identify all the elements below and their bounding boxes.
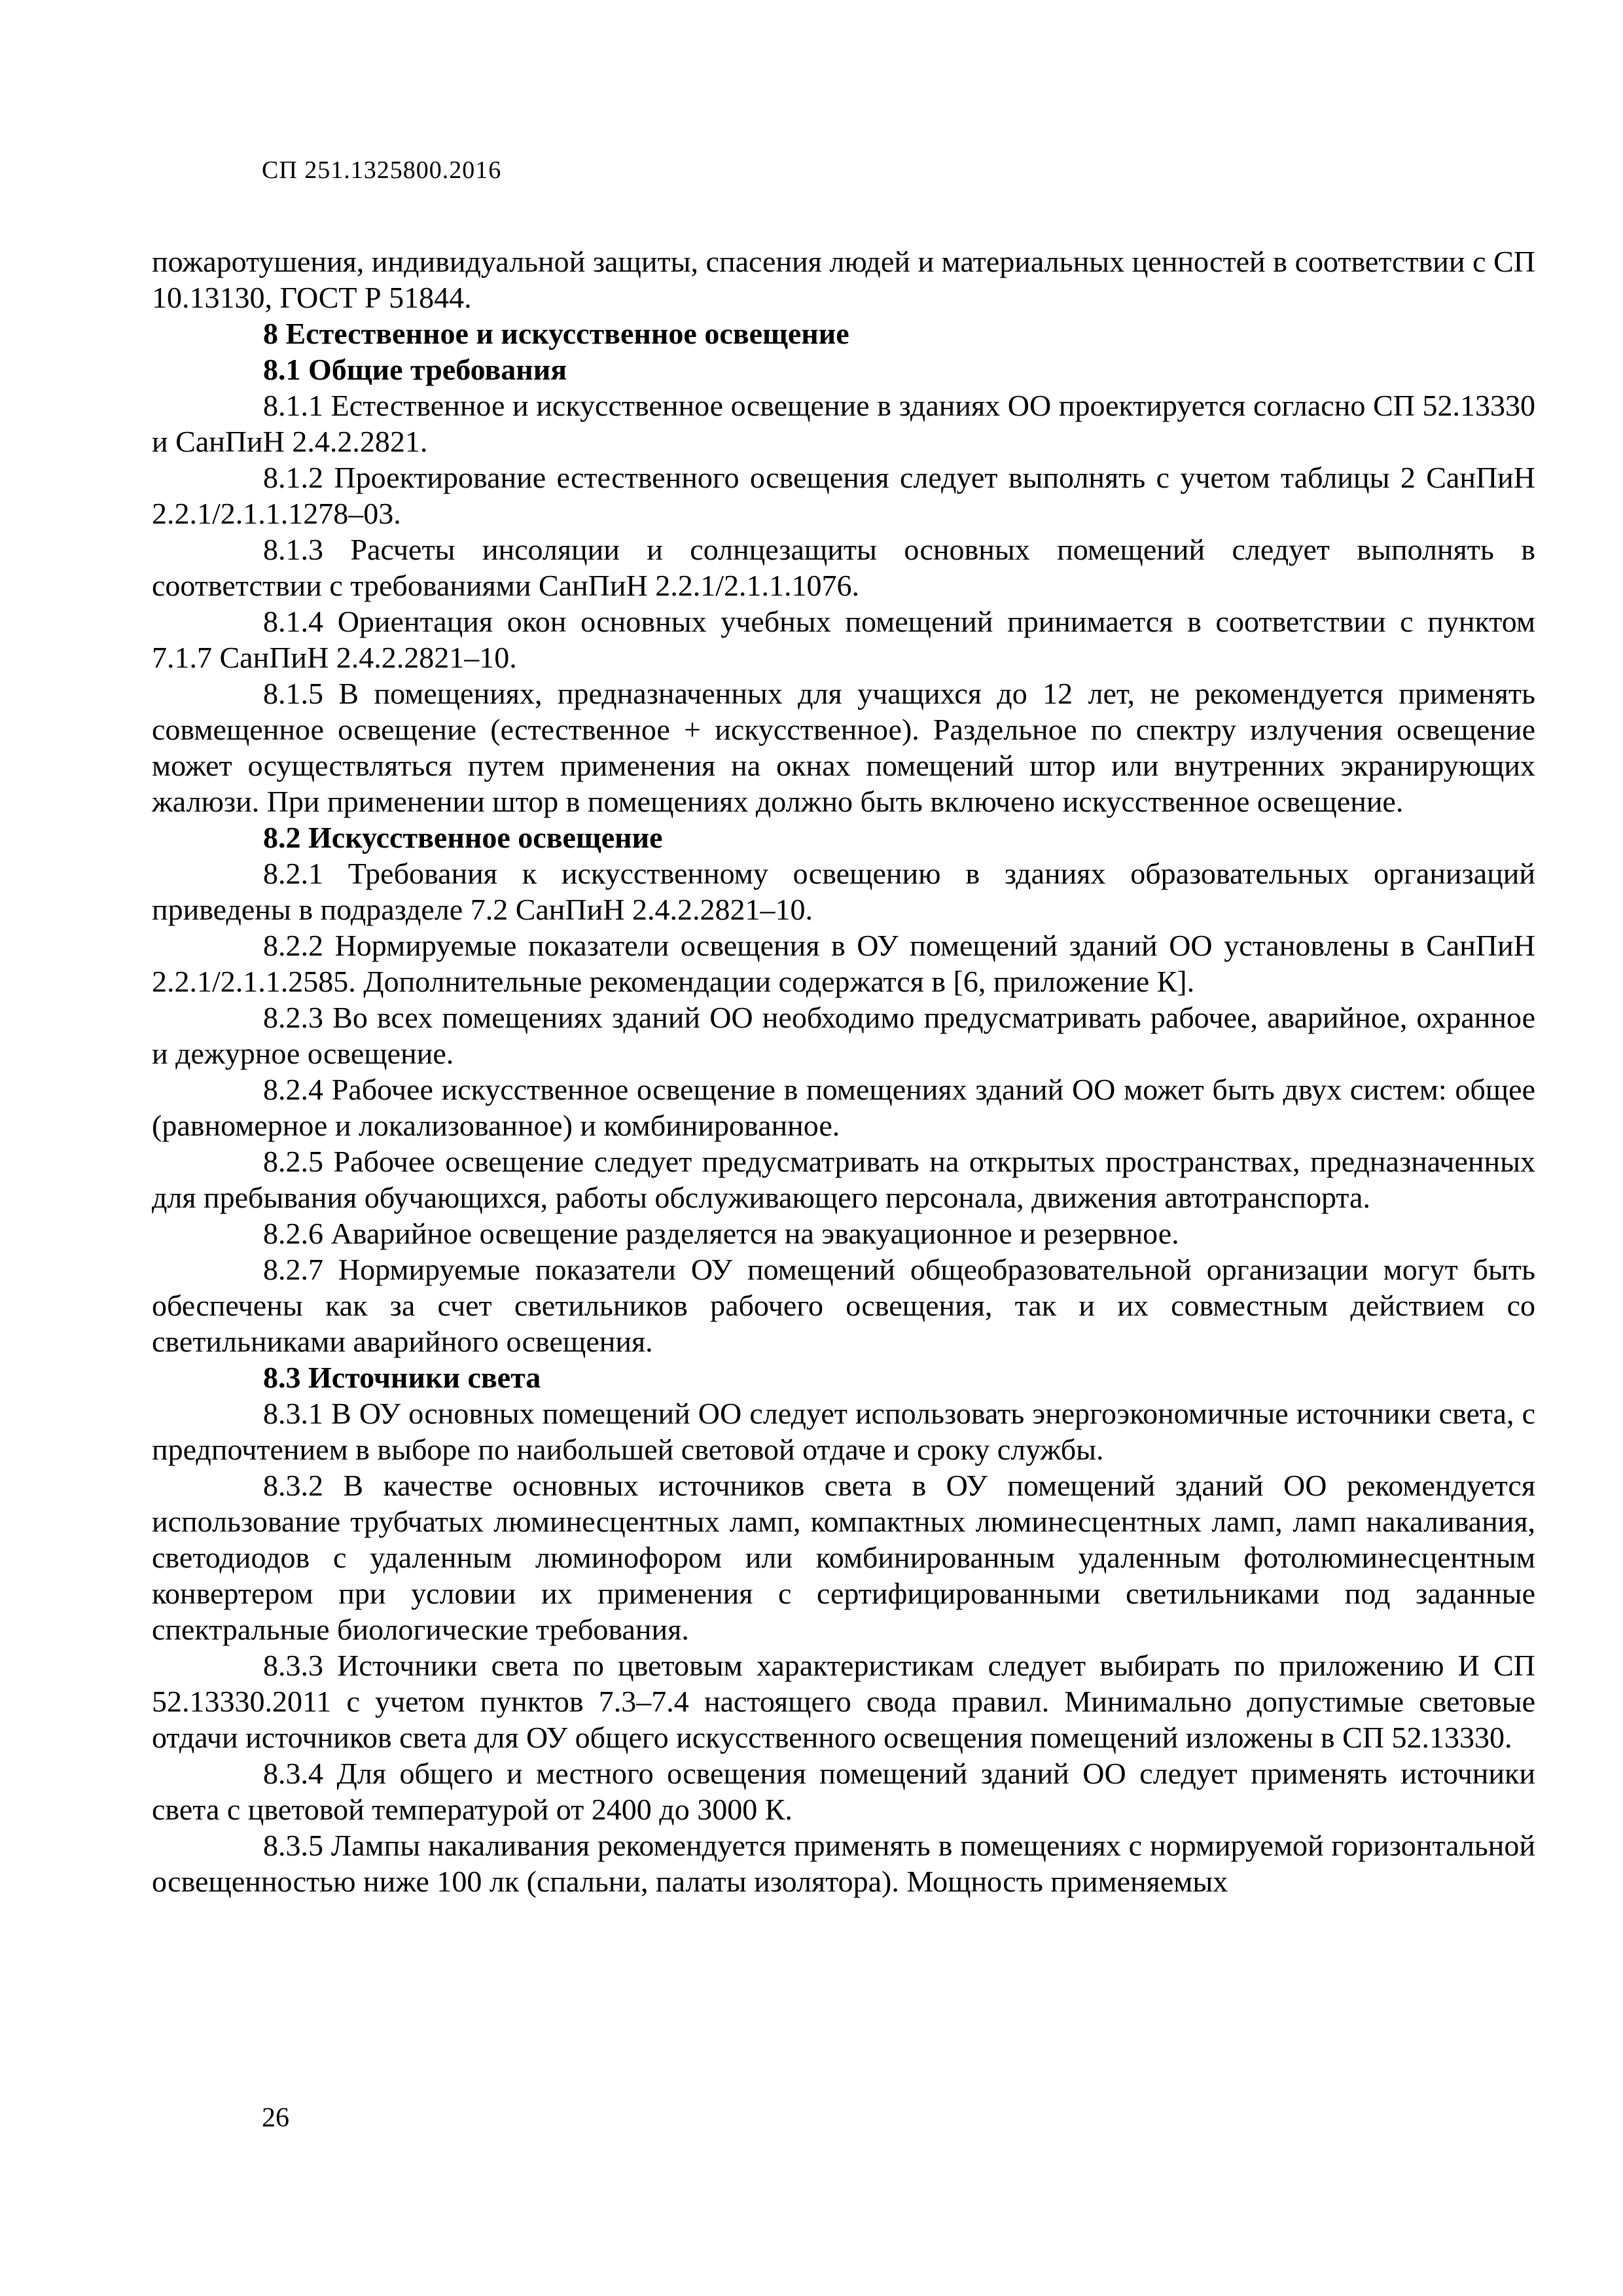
- paragraph-8-2-2: 8.2.2 Нормируемые показатели освещения в ОУ помещений зданий ОО установлены в СанПиН 2.2.1/2.1.1.2585. Дополнительные рекомендации содержатся в [6, приложение К].: [152, 929, 1535, 998]
- paragraph-8-1-5: 8.1.5 В помещениях, предназначенных для учащихся до 12 лет, не рекомендуется применять совмещенное освещение (естественное + искусственное). Раздельное по спектру излучения освещение может осуществляться путем применения на окнах помещений штор или внутренних экранирующих жалюзи. При применении штор в помещениях должно быть включено искусственное освещение.: [152, 677, 1535, 818]
- subsection-heading-8-2: 8.2 Искусственное освещение: [263, 821, 663, 854]
- paragraph-continuation: пожаротушения, индивидуальной защиты, спасения людей и материальных ценностей в соответствии с СП 10.13130, ГОСТ Р 51844.: [152, 245, 1535, 314]
- paragraph-8-2-7: 8.2.7 Нормируемые показатели ОУ помещений общеобразовательной организации могут быть обеспечены как за счет светильников рабочего освещения, так и их совместным действием со светильниками аварийного освещения.: [152, 1253, 1535, 1358]
- paragraph-8-2-6: 8.2.6 Аварийное освещение разделяется на эвакуационное и резервное.: [263, 1217, 1179, 1250]
- paragraph-8-1-3: 8.1.3 Расчеты инсоляции и солнцезащиты основных помещений следует выполнять в соответствии с требованиями СанПиН 2.2.1/2.1.1.1076.: [152, 533, 1535, 602]
- paragraph-8-3-4: 8.3.4 Для общего и местного освещения помещений зданий ОО следует применять источники света с цветовой температурой от 2400 до 3000 К.: [152, 1757, 1535, 1826]
- paragraph-8-3-3: 8.3.3 Источники света по цветовым характеристикам следует выбирать по приложению И СП 52.13330.2011 с учетом пунктов 7.3–7.4 настоящего свода правил. Минимально допустимые световые отдачи источников света для ОУ общего искусственного освещения помещений изложены в СП 52.13330.: [152, 1649, 1535, 1754]
- paragraph-8-2-1: 8.2.1 Требования к искусственному освещению в зданиях образовательных организаций приведены в подразделе 7.2 СанПиН 2.4.2.2821–10.: [152, 857, 1535, 926]
- paragraph-8-1-4: 8.1.4 Ориентация окон основных учебных помещений принимается в соответствии с пунктом 7.1.7 СанПиН 2.4.2.2821–10.: [152, 605, 1535, 674]
- paragraph-8-3-2: 8.3.2 В качестве основных источников света в ОУ помещений зданий ОО рекомендуется использование трубчатых люминесцентных ламп, компактных люминесцентных ламп, ламп накаливания, светодиодов с удаленным люминофором или комбинированным удаленным фотолюминесцентным конвертером при условии их применения с сертифицированными светильниками под заданные спектральные биологические требования.: [152, 1469, 1535, 1646]
- subsection-heading-8-3: 8.3 Источники света: [263, 1361, 541, 1394]
- subsection-heading-8-1: 8.1 Общие требования: [263, 353, 567, 386]
- paragraph-8-1-2: 8.1.2 Проектирование естественного освещения следует выполнять с учетом таблицы 2 СанПиН 2.2.1/2.1.1.1278–03.: [152, 461, 1535, 530]
- section-heading-8: 8 Естественное и искусственное освещение: [263, 317, 849, 350]
- paragraph-8-2-4: 8.2.4 Рабочее искусственное освещение в помещениях зданий ОО может быть двух систем: общее (равномерное и локализованное) и комбинированное.: [152, 1073, 1535, 1142]
- document-body: [152, 243, 1535, 1899]
- document-code-header: СП 251.1325800.2016: [262, 156, 502, 184]
- paragraph-8-3-5: 8.3.5 Лампы накаливания рекомендуется применять в помещениях с нормируемой горизонтальной освещенностью ниже 100 лк (спальни, палаты изолятора). Мощность применяемых: [152, 1829, 1535, 1898]
- paragraph-8-3-1: 8.3.1 В ОУ основных помещений ОО следует использовать энергоэкономичные источники света, с предпочтением в выборе по наибольшей световой отдаче и сроку службы.: [152, 1397, 1535, 1466]
- paragraph-8-1-1: 8.1.1 Естественное и искусственное освещение в зданиях ОО проектируется согласно СП 52.13330 и СанПиН 2.4.2.2821.: [152, 389, 1535, 458]
- page-number: 26: [262, 2103, 289, 2133]
- paragraph-8-2-5: 8.2.5 Рабочее освещение следует предусматривать на открытых пространствах, предназначенных для пребывания обучающихся, работы обслуживающего персонала, движения автотранспорта.: [152, 1145, 1535, 1214]
- paragraph-8-2-3: 8.2.3 Во всех помещениях зданий ОО необходимо предусматривать рабочее, аварийное, охранное и дежурное освещение.: [152, 1001, 1535, 1070]
